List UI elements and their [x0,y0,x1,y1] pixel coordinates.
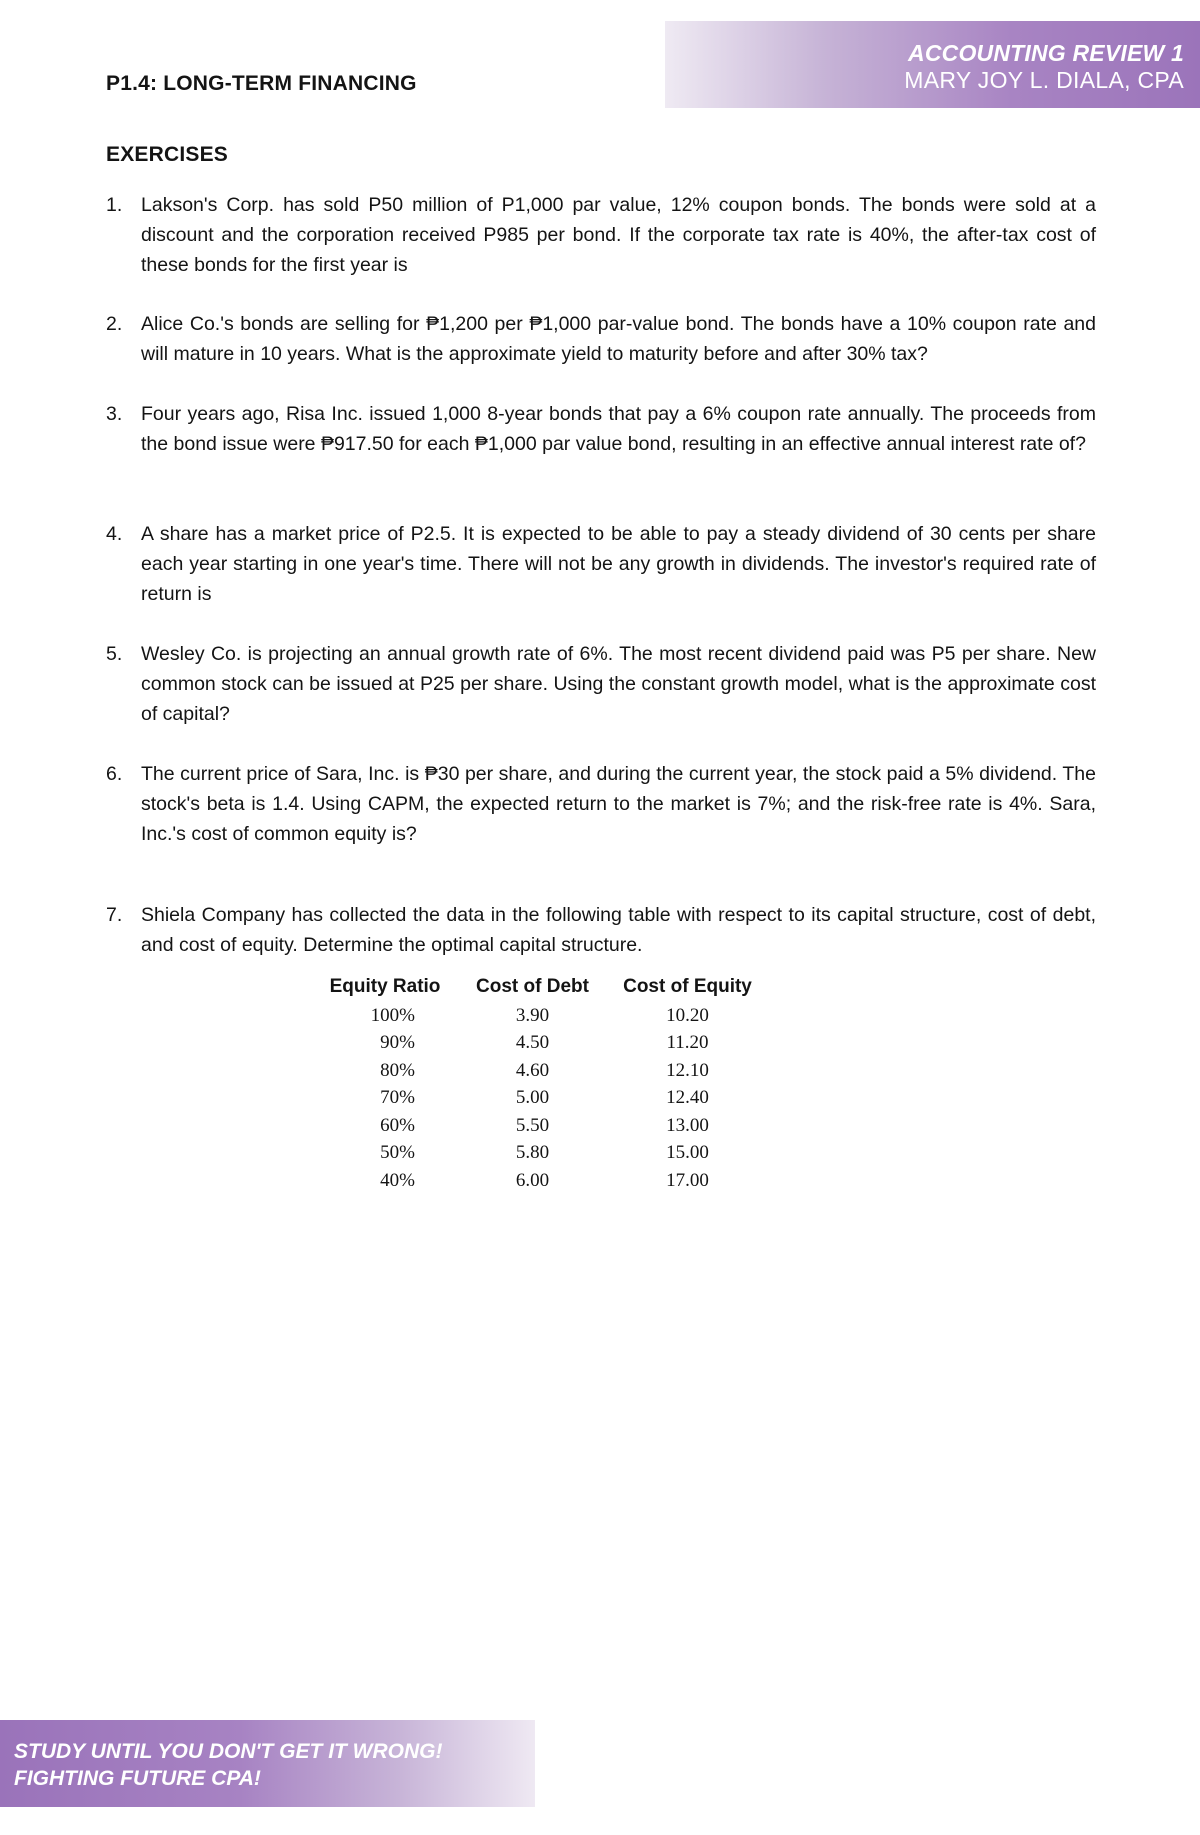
section-heading: EXERCISES [106,143,229,166]
table-row [325,1085,755,1113]
equity-ratio-cell: 100% [370,1004,415,1026]
exercise-item-1 [106,190,1096,280]
equity-ratio-cell: 50% [380,1142,415,1164]
equity-ratio-cell: 80% [380,1059,415,1081]
table-row [325,1112,755,1140]
exercise-number: 5. [106,643,123,665]
cost-of-debt-cell: 5.80 [515,1142,550,1164]
cost-of-debt-cell: 4.50 [515,1032,550,1054]
exercise-number: 4. [106,523,123,545]
table-row [325,1057,755,1085]
table-row [325,1002,755,1030]
equity-ratio-cell: 90% [380,1032,415,1054]
banner-title: ACCOUNTING REVIEW 1 [908,40,1184,66]
equity-ratio-cell: 60% [380,1114,415,1136]
cost-of-debt-cell: 3.90 [515,1004,550,1026]
table-header-row [325,972,755,1002]
exercise-item-7 [106,900,1096,960]
exercise-number: 1. [106,194,123,216]
cost-of-equity-cell: 12.10 [666,1059,709,1081]
capital-structure-table [325,972,755,1195]
equity-ratio-cell: 70% [380,1087,415,1109]
exercise-item-3 [106,399,1096,459]
exercise-item-5 [106,639,1096,729]
exercise-number: 3. [106,403,123,425]
exercise-text: A share has a market price of P2.5. It is expected to be able to pay a steady dividend of 30 cents per share each year starting in one year's time. There will not be any growth in dividends. The investor's required rate of return is [141,523,1096,605]
cost-of-equity-cell: 15.00 [666,1142,709,1164]
exercise-number: 6. [106,763,123,785]
cost-of-debt-cell: 5.50 [515,1114,550,1136]
exercise-number: 2. [106,313,123,335]
cost-of-equity-cell: 10.20 [666,1004,709,1026]
footer-motto-line-1: STUDY UNTIL YOU DON'T GET IT WRONG! [14,1740,443,1763]
page-title: P1.4: LONG-TERM FINANCING [106,72,417,95]
exercise-item-4 [106,519,1096,609]
exercise-number: 7. [106,904,123,926]
exercise-text: Lakson's Corp. has sold P50 million of P1,000 par value, 12% coupon bonds. The bonds were sold at a discount and the corporation received P985 per bond. If the corporate tax rate is 40%, the after-tax cost of these bonds for the first year is [141,194,1096,276]
cost-of-equity-cell: 17.00 [666,1169,709,1191]
cost-of-debt-cell: 4.60 [515,1059,550,1081]
exercise-item-6 [106,759,1096,849]
table-row [325,1167,755,1195]
cost-of-equity-cell: 13.00 [666,1114,709,1136]
footer-banner [0,1720,535,1807]
exercise-text: Alice Co.'s bonds are selling for ₱1,200 per ₱1,000 par-value bond. The bonds have a 10% coupon rate and will mature in 10 years. What is the approximate yield to maturity before and after 30% tax? [141,313,1096,365]
exercise-text: Four years ago, Risa Inc. issued 1,000 8-year bonds that pay a 6% coupon rate annually. The proceeds from the bond issue were ₱917.50 for each ₱1,000 par value bond, resulting in an effective annual interest rate of? [141,403,1096,455]
cost-of-equity-cell: 12.40 [666,1087,709,1109]
table-row [325,1030,755,1058]
exercise-item-2 [106,309,1096,369]
column-header-equity-ratio: Equity Ratio [329,976,441,997]
exercise-text: Shiela Company has collected the data in the following table with respect to its capital structure, cost of debt, and cost of equity. Determine the optimal capital structure. [141,904,1096,956]
table-row [325,1140,755,1168]
banner-author: MARY JOY L. DIALA, CPA [904,67,1184,93]
exercise-text: Wesley Co. is projecting an annual growth rate of 6%. The most recent dividend paid was P5 per share. New common stock can be issued at P25 per share. Using the constant growth model, what is the approximate cost of capital? [141,643,1096,725]
equity-ratio-cell: 40% [380,1169,415,1191]
cost-of-equity-cell: 11.20 [666,1032,709,1054]
cost-of-debt-cell: 5.00 [515,1087,550,1109]
column-header-cost-of-equity: Cost of Equity [623,976,752,997]
footer-motto-line-2: FIGHTING FUTURE CPA! [14,1767,261,1790]
exercise-text: The current price of Sara, Inc. is ₱30 per share, and during the current year, the stock paid a 5% dividend. The stock's beta is 1.4. Using CAPM, the expected return to the market is 7%; and the risk-free rate is 4%. Sara, Inc.'s cost of common equity is? [141,763,1096,845]
header-banner [665,21,1200,108]
cost-of-debt-cell: 6.00 [515,1169,550,1191]
column-header-cost-of-debt: Cost of Debt [476,976,589,997]
